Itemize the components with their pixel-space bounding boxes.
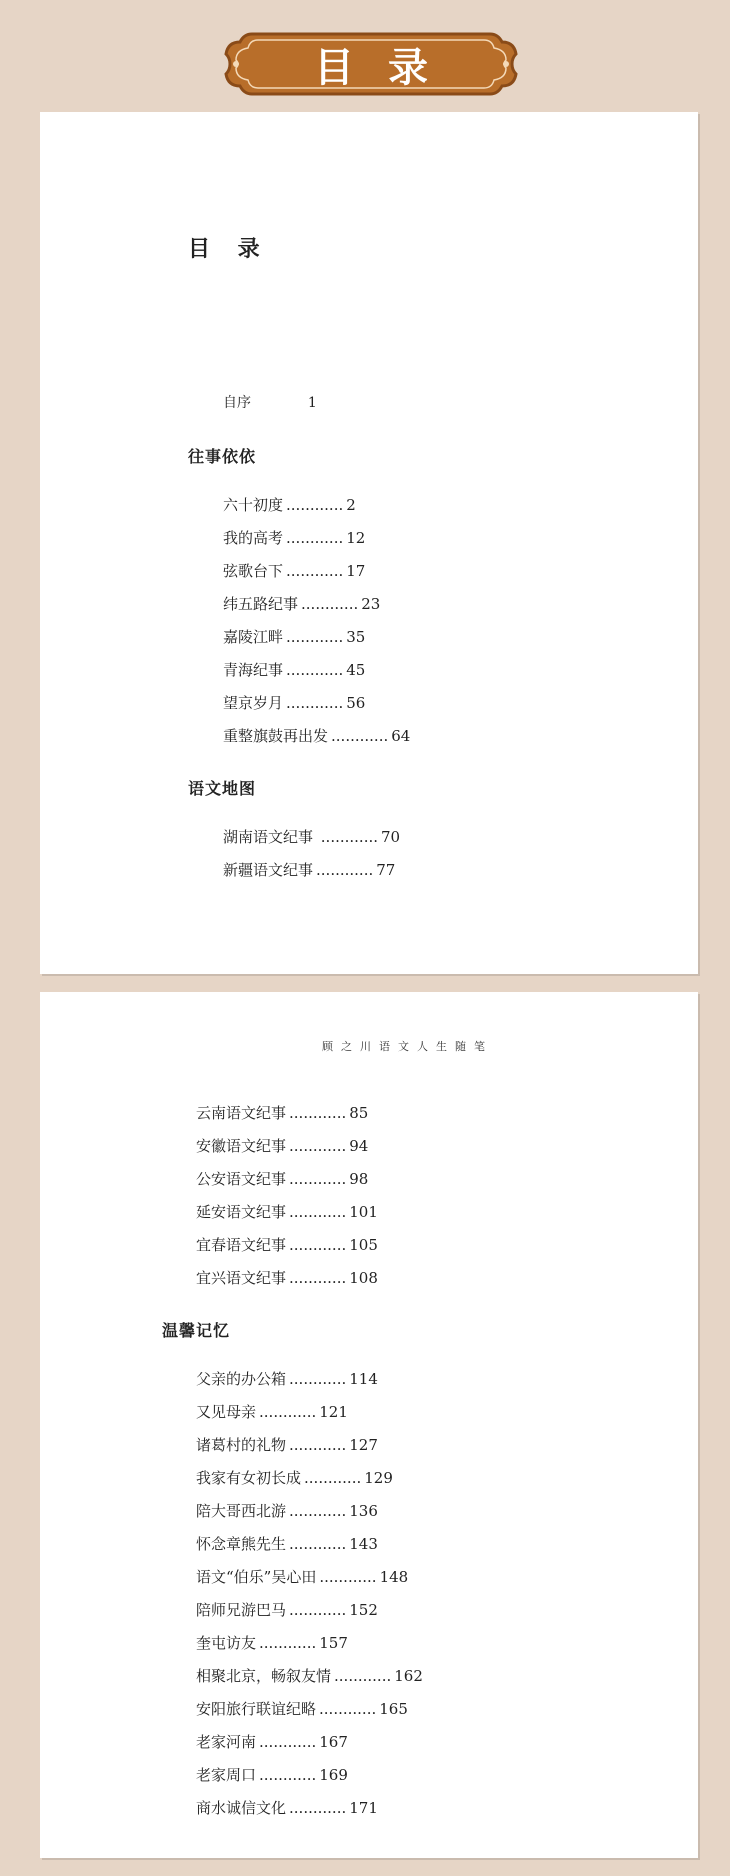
running-head: 顾之川语文人生随笔 [322, 1040, 493, 1053]
toc-entry[interactable]: 六十初度 ............ 2 [223, 496, 356, 514]
title-banner [222, 30, 520, 98]
toc-entry[interactable]: 语文“伯乐”吴心田 ............ 148 [196, 1568, 409, 1586]
toc-entry[interactable]: 诸葛村的礼物 ............ 127 [196, 1436, 378, 1454]
toc-entry[interactable]: 云南语文纪事 ............ 85 [196, 1104, 369, 1122]
toc-entry[interactable]: 嘉陵江畔 ............ 35 [223, 628, 366, 646]
toc-entry[interactable]: 我家有女初长成 ............ 129 [196, 1469, 393, 1487]
toc-entry[interactable]: 陪大哥西北游 ............ 136 [196, 1502, 378, 1520]
toc-entry[interactable]: 延安语文纪事 ............ 101 [196, 1203, 378, 1221]
toc-page-2 [40, 992, 698, 1858]
section-title: 语文地图 [188, 779, 257, 798]
toc-entry[interactable]: 商水诚信文化 ............ 171 [196, 1799, 378, 1817]
page-heading: 目 录 [188, 236, 270, 262]
toc-entry[interactable]: 青海纪事 ............ 45 [223, 661, 366, 679]
toc-entry[interactable]: 奎屯访友 ............ 157 [196, 1634, 348, 1652]
toc-entry[interactable]: 陪师兄游巴马 ............ 152 [196, 1601, 378, 1619]
toc-entry[interactable]: 又见母亲 ............ 121 [196, 1403, 348, 1421]
toc-entry[interactable]: 纬五路纪事 ............ 23 [223, 595, 381, 613]
toc-entry[interactable]: 望京岁月 ............ 56 [223, 694, 366, 712]
toc-entry[interactable]: 宜春语文纪事 ............ 105 [196, 1236, 378, 1254]
toc-entry[interactable]: 湖南语文纪事 ............ 70 [223, 828, 401, 846]
banner-title: 目录 [314, 43, 462, 91]
section-title: 往事依依 [188, 447, 257, 466]
toc-entry[interactable]: 安徽语文纪事 ............ 94 [196, 1137, 369, 1155]
toc-entry[interactable]: 我的高考 ............ 12 [223, 529, 366, 547]
entry-page: 1 [307, 395, 317, 411]
toc-entry-preface[interactable] [223, 392, 317, 412]
toc-entry[interactable]: 老家周口 ............ 169 [196, 1766, 348, 1784]
toc-entry[interactable]: 新疆语文纪事 ............ 77 [223, 861, 396, 879]
toc-entry[interactable]: 公安语文纪事 ............ 98 [196, 1170, 369, 1188]
section-title: 温馨记忆 [162, 1321, 231, 1340]
toc-entry[interactable]: 弦歌台下 ............ 17 [223, 562, 366, 580]
toc-entry[interactable]: 相聚北京，畅叙友情 ............ 162 [196, 1667, 423, 1685]
toc-entry[interactable]: 宜兴语文纪事 ............ 108 [196, 1269, 378, 1287]
toc-entry[interactable]: 父亲的办公箱 ............ 114 [196, 1370, 378, 1388]
toc-entry[interactable]: 安阳旅行联谊纪略 ............ 165 [196, 1700, 408, 1718]
entry-title: 自序 [223, 395, 251, 411]
toc-entry[interactable]: 重整旗鼓再出发 ............ 64 [223, 727, 411, 745]
toc-entry[interactable]: 老家河南 ............ 167 [196, 1733, 348, 1751]
toc-entry[interactable]: 怀念章熊先生 ............ 143 [196, 1535, 378, 1553]
toc-page-1 [40, 112, 698, 974]
